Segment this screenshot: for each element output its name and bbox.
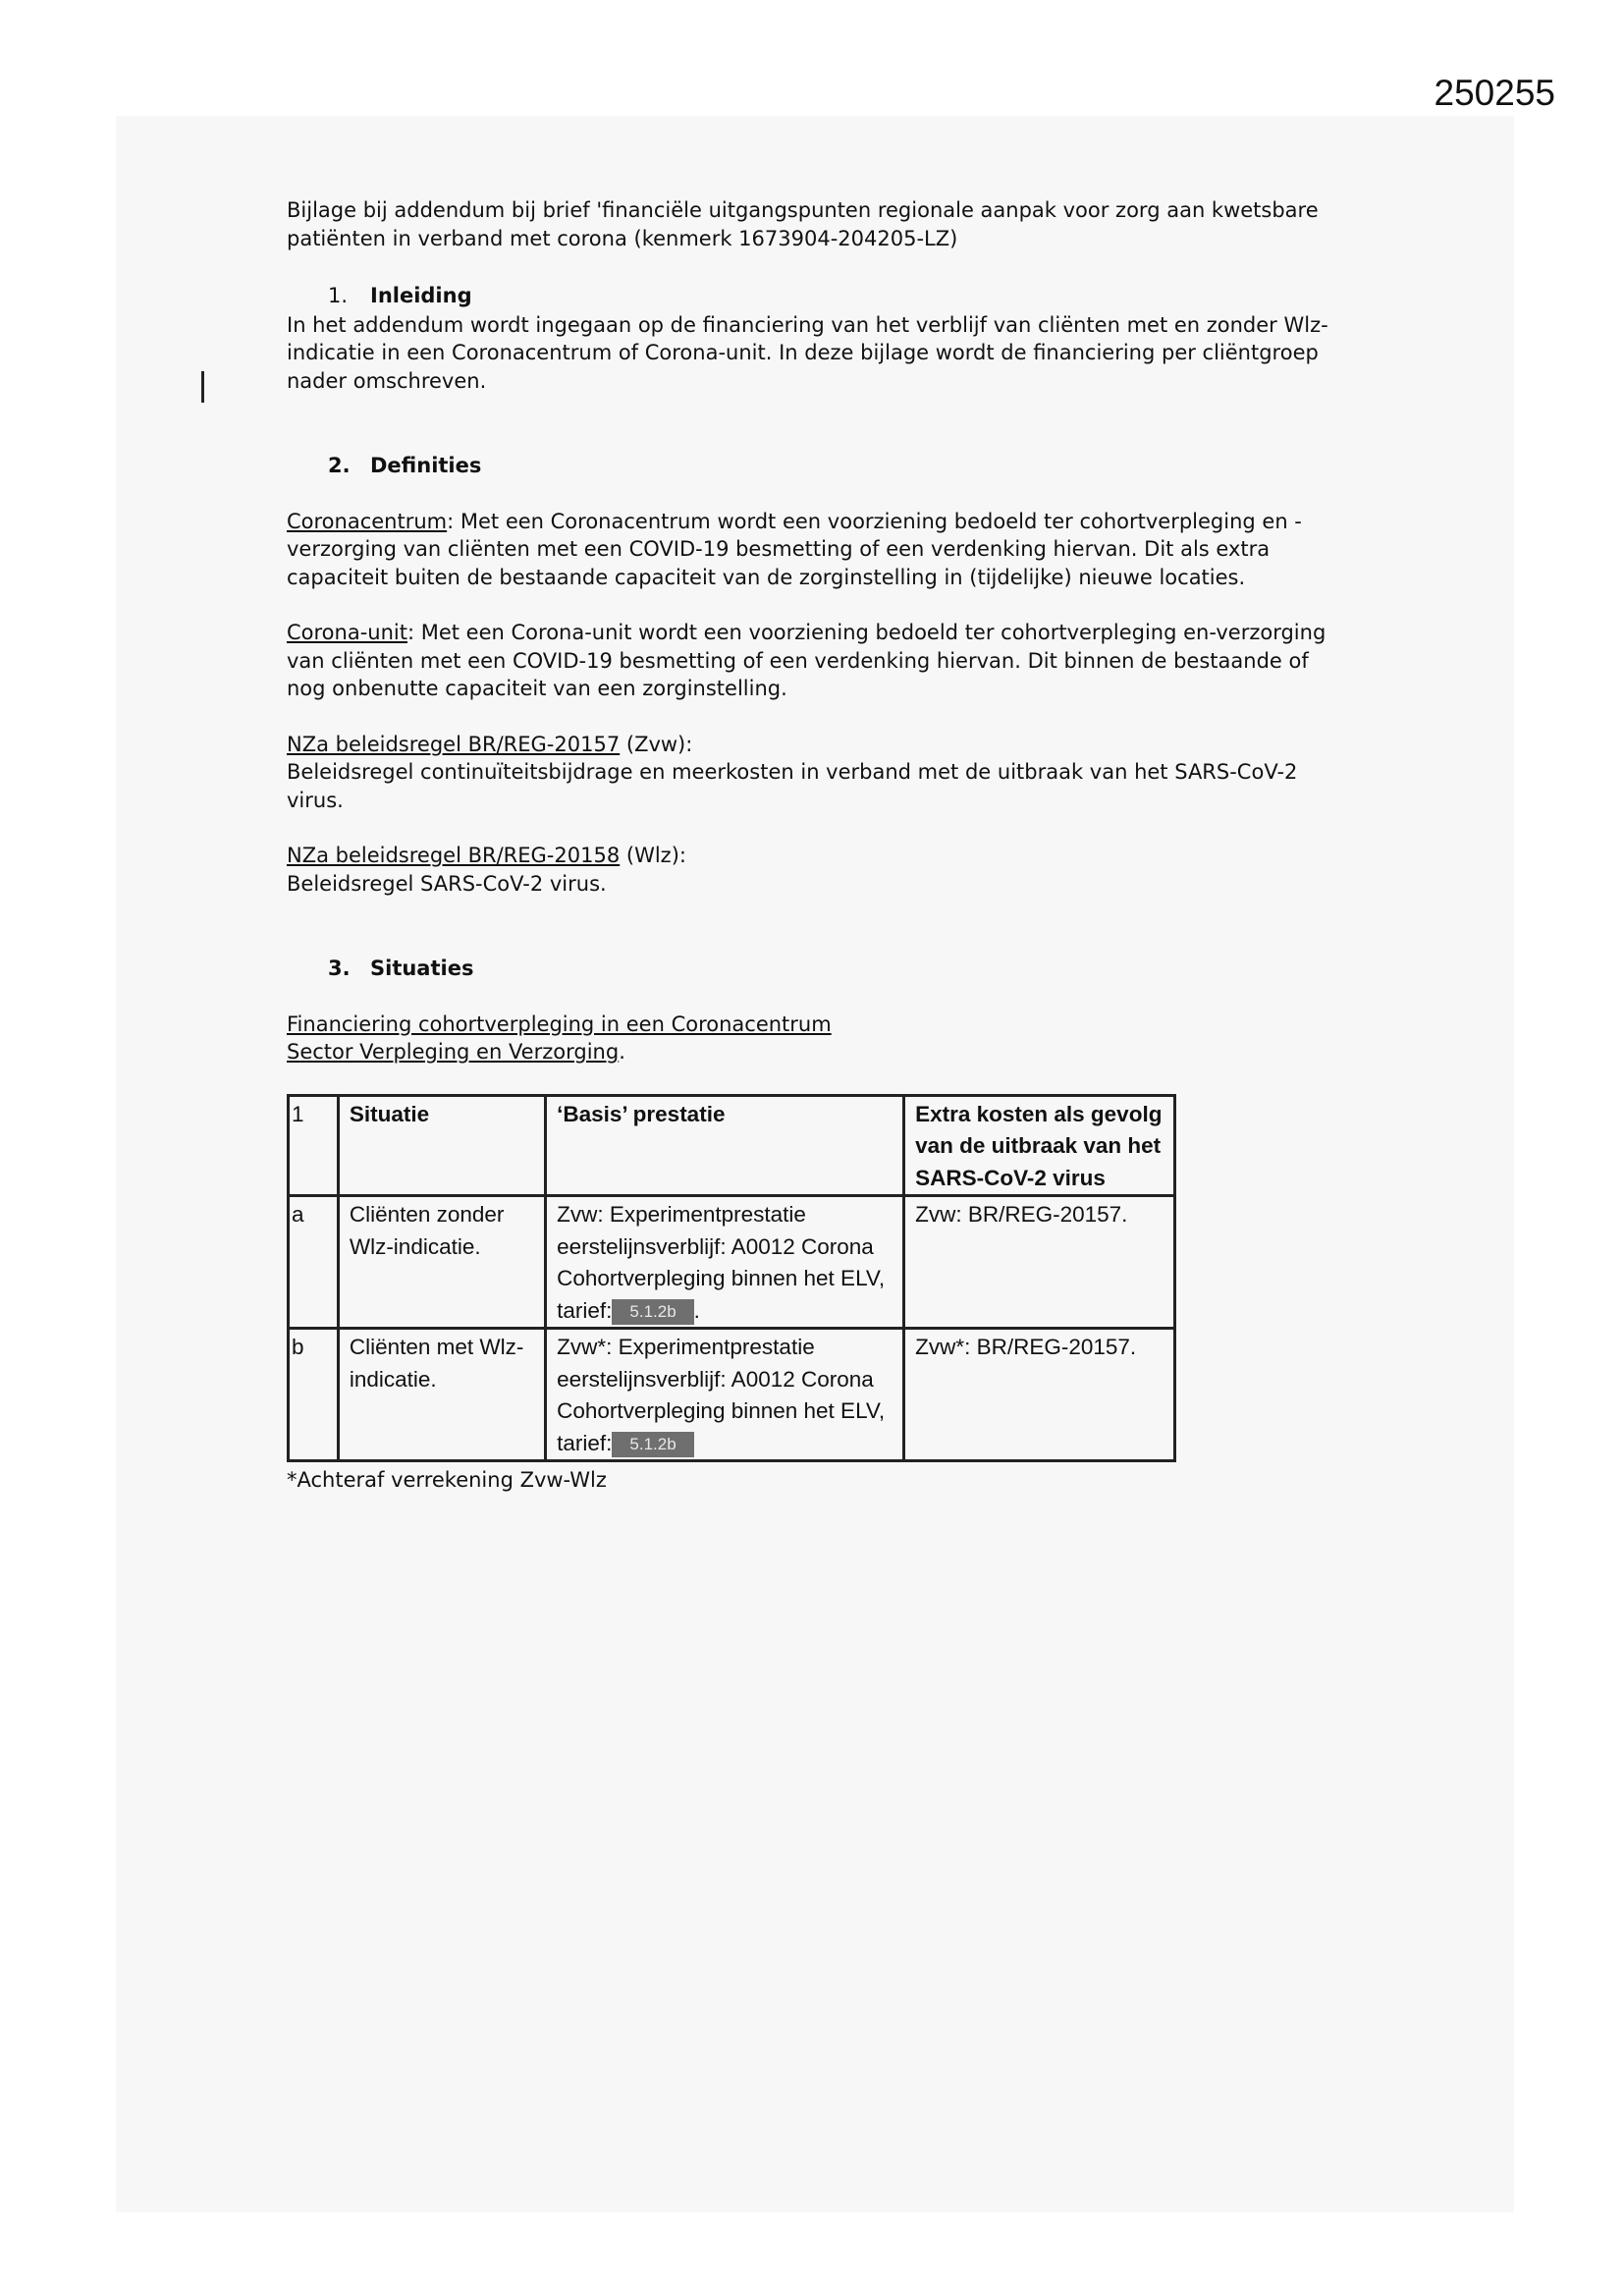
section-1-heading (287, 282, 1347, 310)
row-basis (546, 1329, 904, 1461)
table-header-row (289, 1095, 1175, 1196)
basis-text: Zvw: Experimentprestatie eerstelijnsverblijf: A0012 Corona Cohortverpleging binnen het ELV, tarief: (557, 1202, 886, 1323)
document-body (287, 196, 1347, 1495)
definition-text: : Met een Coronacentrum wordt een voorziening bedoeld ter cohortverpleging en -verzorging van cliënten met een COVID-19 besmetting of een verdenking hiervan. Dit als extra capaciteit buiten de bestaande capaciteit van de zorginstelling in (tijdelijke) nieuwe locaties. (287, 509, 1302, 589)
definition-coronacentrum (287, 508, 1347, 592)
section-2-heading (287, 452, 1347, 480)
intro-paragraph: Bijlage bij addendum bij brief 'financiële uitgangspunten regionale aanpak voor zorg aan kwetsbare patiënten in verband met corona (kenmerk 1673904-204205-LZ) (287, 198, 1319, 250)
section-1-number: 1. (328, 284, 349, 307)
definition-suffix: (Wlz): (620, 844, 686, 867)
definition-text: Beleidsregel continuïteitsbijdrage en meerkosten in verband met de uitbraak van het SARS-CoV-2 virus. (287, 760, 1298, 812)
section-1-body: In het addendum wordt ingegaan op de financiering van het verblijf van cliënten met en zonder Wlz-indicatie in een Coronacentrum of Corona-unit. In deze bijlage wordt de financiering per cliëntgroep nader omschreven. (287, 312, 1328, 393)
definition-term: Coronacentrum (287, 509, 448, 533)
definition-br-reg-20158 (287, 842, 1347, 898)
table-row (289, 1329, 1175, 1461)
definition-corona-unit (287, 619, 1347, 703)
section-1-title: Inleiding (370, 284, 472, 307)
definition-term: NZa beleidsregel BR/REG-20157 (287, 732, 621, 756)
header-cell-number: 1 (289, 1095, 339, 1196)
header-cell-basis: ‘Basis’ prestatie (546, 1095, 904, 1196)
basis-end: . (693, 1297, 700, 1323)
row-id: b (289, 1329, 339, 1461)
row-id: a (289, 1196, 339, 1329)
header-cell-extra: Extra kosten als gevolg van de uitbraak van het SARS-CoV-2 virus (904, 1095, 1175, 1196)
definition-text: : Met een Corona-unit wordt een voorziening bedoeld ter cohortverpleging en-verzorging van cliënten met een COVID-19 besmetting of een verdenking hiervan. Dit binnen de bestaande of nog onbenutte capaciteit van een zorginstelling. (287, 621, 1326, 700)
header-cell-situatie: Situatie (338, 1095, 545, 1196)
table-footnote: *Achteraf verrekening Zvw-Wlz (287, 1468, 607, 1492)
basis-text: Zvw*: Experimentprestatie eerstelijnsverblijf: A0012 Corona Cohortverpleging binnen het ELV, tarief: (557, 1335, 886, 1455)
row-situatie: Cliënten met Wlz-indicatie. (338, 1329, 545, 1461)
section-3-subtitle (287, 1011, 1347, 1066)
row-extra: Zvw: BR/REG-20157. (904, 1196, 1175, 1329)
redaction-box: 5.1.2b (612, 1299, 693, 1325)
subtitle-line-1: Financiering cohortverpleging in een Coronacentrum (287, 1011, 832, 1036)
definition-text: Beleidsregel SARS-CoV-2 virus. (287, 871, 607, 896)
situations-table (287, 1094, 1176, 1463)
definition-term: NZa beleidsregel BR/REG-20158 (287, 844, 621, 867)
section-2-number: 2. (328, 454, 351, 477)
redaction-box: 5.1.2b (612, 1432, 693, 1457)
section-3-heading (287, 955, 1347, 983)
definition-term: Corona-unit (287, 621, 407, 644)
row-basis (546, 1196, 904, 1329)
definition-suffix: (Zvw): (620, 732, 693, 756)
document-number: 250255 (1434, 73, 1555, 113)
section-3-title: Situaties (370, 957, 474, 980)
section-3-number: 3. (328, 957, 351, 980)
row-situatie: Cliënten zonder Wlz-indicatie. (338, 1196, 545, 1329)
definition-br-reg-20157 (287, 731, 1347, 815)
revision-bar (201, 371, 204, 403)
subtitle-end: . (619, 1040, 625, 1064)
table-row (289, 1196, 1175, 1329)
section-2-title: Definities (370, 454, 482, 477)
row-extra: Zvw*: BR/REG-20157. (904, 1329, 1175, 1461)
subtitle-line-2: Sector Verpleging en Verzorging (287, 1040, 620, 1064)
